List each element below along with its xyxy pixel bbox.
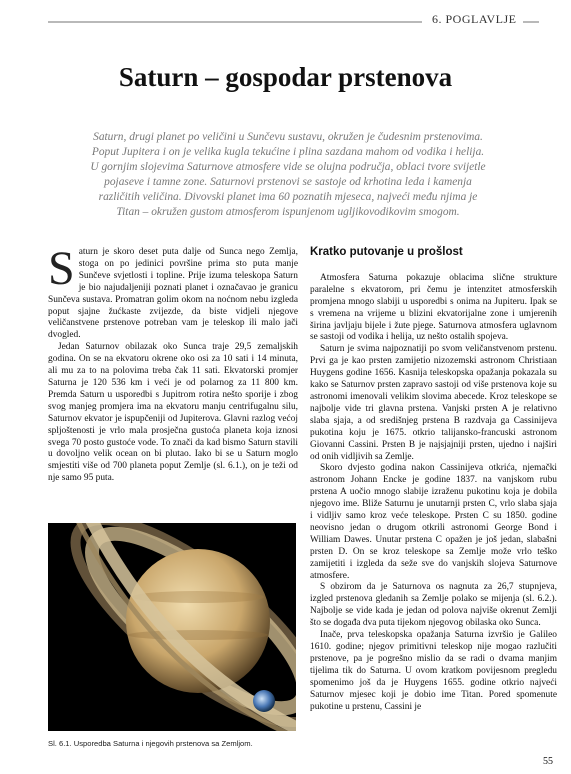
- saturn-figure: [48, 523, 296, 731]
- saturn-planet: [126, 549, 270, 693]
- left-column: [48, 242, 298, 485]
- right-paragraph-4: S obzirom da je Saturnova os nagnuta za 26,7 stupnjeva, izgled prstenova gledanih sa Zemlje polako se mijenja (sl. 6.2.). Najbolje se vide kada je jedan od polova najviše okrenut Zemlji što se događa dva puta tijekom njegovog obilaska oko Sunca.: [310, 582, 557, 629]
- section-heading: Kratko putovanje u prošlost: [310, 246, 463, 258]
- left-paragraph-2: Jedan Saturnov obilazak oko Sunca traje 29,5 zemaljskih godina. On se na ekvatoru okrene oko osi za 10 sati i 14 minuta, ali mu za to na polovima treba čak 11 sati. Ekvatorski promjer Saturna je 120 536 km i veći je od polarnog za 11 800 km. Premda Saturn u usporedbi s Jupitrom rotira nešto sporije i zbog svog manjeg promjera ima na ekvatoru manju centrifugalnu silu, Saturnov ekvator je ispupčeniji od Jupiterova. Glavni razlog većoj spljoštenosti je vrlo mala prosječna gustoća planeta koja iznosi svega 70 posto gustoće vode. To znači da kad bismo Saturn stavili u dovoljno velik ocean on bi plutao. Iako bi se u Saturn moglo smjestiti više od 700 planeta poput Zemlje (sl. 6.1.), on je teži od nje samo 95 puta.: [48, 342, 298, 484]
- right-column: [310, 247, 557, 713]
- intro-paragraph: Saturn, drugi planet po veličini u Sunčevu sustavu, okružen je čudesnim prstenovima. Poput Jupitera i on je velika kugla tekućine i plina sazdana mahom od vodika i helija. U gornjim slojevima Saturnove atmosfere vide se olujna područja, oblaci tvore svijetle pojaseve i tamne zone. Saturnovi prstenovi se sastoje od krhotina leda i kamenja različitih veličina. Divovski planet ima 60 poznatih mjeseca, najveći među njima je Titan – okružen gustom atmosferom ispunjenom ugljikovodikovim smogom.: [90, 131, 486, 218]
- left-paragraph-1: Saturn je skoro deset puta dalje od Sunca nego Zemlja, stoga on po jedinici površine prima sto puta manje Sunčeve svjetlosti i topline. Prije izuma teleskopa Saturn je bio najudaljeniji poznati planet i označavao je granicu Sunčeva sustava. Promatran golim okom na noćnom nebu izgleda poput sjajne žućkaste zvijezde, da biste vidjeli njegove veličanstvene prstenove potreban vam je teleskop ili malo jači dvogled.: [48, 242, 298, 341]
- page-number: 55: [543, 756, 553, 767]
- right-paragraph-3: Skoro dvjesto godina nakon Cassinijeva otkrića, njemački astronom Johann Encke je godine 1837. na vanjskom rubu prstena A uočio mnogo slabije izraženu pukotinu koja je dobila njegovo ime. Bliže Saturnu je unutarnji prsten C, vrlo slaba sjaja i vidljiv samo kroz veće teleskope. Prsten C su 1850. godine neovisno jedan o drugom otkrili astronomi George Bond i William Dawes. Unutar prstena C opažen je još jedan, slabašni prsten D. On se kroz teleskope sa Zemlje može vrlo teško zamijetiti i izgleda da seže sve do vanjskih slojeva Saturnove atmosfere.: [310, 463, 557, 581]
- figure-caption: Sl. 6.1. Usporedba Saturna i njegovih prstenova sa Zemljom.: [48, 739, 253, 748]
- dropcap: S: [48, 242, 75, 295]
- earth: [253, 690, 275, 712]
- right-paragraph-2: Saturn je svima najpoznatiji po svom veličanstvenom prstenu. Prvi ga je kao prsten zamijetio nizozemski astronom Christiaan Huygens godine 1656. Kasnija teleskopska opažanja pokazala su kako se Saturnov prsten zapravo sastoji od više prstenova koje su astronomi imenovali velikim slovima abecede. Kroz teleskope se najbolje vide tri glavna prstena. Vanjski prsten A je relativno slaba sjaja, a od središnjeg prstena B razdvaja ga Cassinijeva pukotina koju je 1675. otkrio talijansko-francuski astronom Giovanni Cassini. Prsten B je najsjajniji prsten, ujedno i najširi od onih vidljivih sa Zemlje.: [310, 344, 557, 462]
- header-rule: [48, 21, 422, 23]
- header-rule-end: [523, 21, 539, 23]
- right-paragraph-5: Inače, prva teleskopska opažanja Saturna izvršio je Galileo 1610. godine; njegov primitivni teleskop nije mogao razlučiti prstenove, pa je pogrešno mislio da se radi o dvama manjim tijelima tik do Saturna. U ovom kratkom povijesnom pregledu spomenimo još da je Huygens 1655. godine otkrio najveći Saturnov mjesec koji je dobio ime Titan. Pored spomenute pukotine u prstenu, Cassini je: [310, 630, 557, 712]
- saturn-earth-image: [48, 523, 296, 731]
- right-paragraph-1: Atmosfera Saturna pokazuje oblacima slične strukture paralelne s ekvatorom, pri čemu je intenzitet atmosferskih promjena mnogo slabiji u usporedbi s onima na Jupiteru. Ipak se s vremena na vrijeme u blizini ekvatorijalne zone i umjerenih širina javljaju bijele i žute pjege. Saturnova atmosfera uglavnom se sastoji od vodika i helija, uz nešto ostalih spojeva.: [310, 272, 557, 343]
- chapter-label: 6. POGLAVLJE: [432, 12, 517, 26]
- page-title: Saturn – gospodar prstenova: [118, 62, 453, 92]
